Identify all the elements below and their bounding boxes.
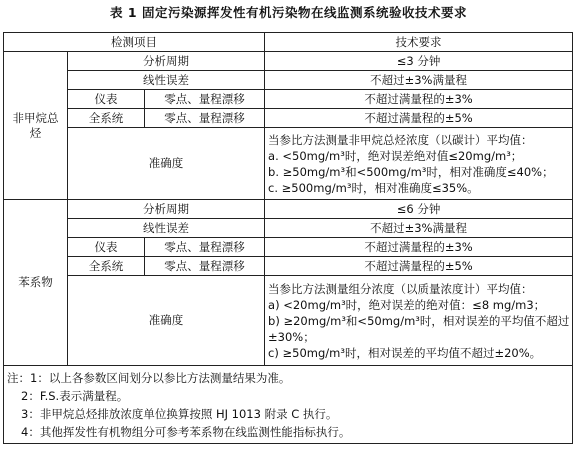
benzene-accuracy-label: 准确度	[68, 276, 265, 366]
table-caption: 表 1 固定污染源挥发性有机污染物在线监测系统验收技术要求	[110, 5, 467, 20]
benzene-system-drift: 零点、量程漂移	[145, 257, 265, 276]
table-row	[4, 238, 573, 257]
benzene-instrument-label: 仪表	[68, 238, 145, 257]
benzene-accuracy-line: a) <20mg/m³时，绝对误差的绝对值：≤8 mg/m3；	[268, 297, 546, 312]
benzene-linear-label: 线性误差	[68, 219, 265, 238]
benzene-instrument-drift: 零点、量程漂移	[145, 238, 265, 257]
benzene-linear-value: 不超过±3%满量程	[265, 219, 573, 238]
nmhc-cycle-value: ≤3 分钟	[265, 52, 573, 71]
benzene-system-label: 全系统	[68, 257, 145, 276]
table-row	[4, 219, 573, 238]
notes-cell	[4, 366, 573, 444]
notes-row	[4, 366, 573, 444]
table-row	[4, 200, 573, 219]
nmhc-instrument-value: 不超过满量程的±3%	[265, 90, 573, 109]
group-benzene: 苯系物	[4, 200, 68, 366]
group-nmhc: 非甲烷总烃	[4, 52, 68, 200]
nmhc-system-label: 全系统	[68, 109, 145, 128]
note-line: 3：非甲烷总烃排放浓度单位换算按照 HJ 1013 附录 C 执行。	[21, 406, 338, 421]
nmhc-linear-label: 线性误差	[68, 71, 265, 90]
header-row	[4, 33, 573, 52]
nmhc-accuracy-line: b. ≥50mg/m³和<500mg/m³时，相对准确度≤40%；	[268, 164, 554, 179]
note-line: 4：其他挥发性有机物组分可参考苯系物在线监测性能指标执行。	[21, 424, 351, 439]
table-row	[4, 276, 573, 366]
benzene-accuracy-line: c) ≥50mg/m³时，相对误差的平均值不超过±20%。	[268, 345, 542, 360]
benzene-system-value: 不超过满量程的±5%	[265, 257, 573, 276]
benzene-instrument-value: 不超过满量程的±3%	[265, 238, 573, 257]
nmhc-system-drift: 零点、量程漂移	[145, 109, 265, 128]
nmhc-system-value: 不超过满量程的±5%	[265, 109, 573, 128]
nmhc-instrument-label: 仪表	[68, 90, 145, 109]
table-row	[4, 109, 573, 128]
benzene-accuracy-text	[265, 276, 573, 366]
nmhc-cycle-label: 分析周期	[68, 52, 265, 71]
benzene-cycle-value: ≤6 分钟	[265, 200, 573, 219]
note-line: 2：F.S.表示满量程。	[21, 388, 129, 403]
table-row	[4, 71, 573, 90]
nmhc-accuracy-line: a. <50mg/m³时，绝对误差绝对值≤20mg/m³；	[268, 148, 523, 163]
table-row	[4, 257, 573, 276]
table-row	[4, 90, 573, 109]
note-line: 注：1：以上各参数区间划分以参比方法测量结果为准。	[7, 370, 291, 385]
table-row	[4, 128, 573, 200]
nmhc-accuracy-line: 当参比方法测量非甲烷总烃浓度（以碳计）平均值：	[268, 132, 533, 147]
nmhc-accuracy-text	[265, 128, 573, 200]
benzene-accuracy-line: 当参比方法测量组分浓度（以质量浓度计）平均值：	[268, 281, 533, 296]
header-item: 检测项目	[4, 33, 265, 52]
benzene-accuracy-line: b) ≥20mg/m³和<50mg/m³时，相对误差的平均值不超过	[268, 313, 570, 328]
nmhc-linear-value: 不超过±3%满量程	[265, 71, 573, 90]
table-row	[4, 52, 573, 71]
benzene-cycle-label: 分析周期	[68, 200, 265, 219]
header-requirement: 技术要求	[265, 33, 573, 52]
nmhc-instrument-drift: 零点、量程漂移	[145, 90, 265, 109]
nmhc-accuracy-line: c. ≥500mg/m³时，相对准确度≤35%。	[268, 180, 479, 195]
acceptance-requirements-table	[3, 32, 573, 444]
nmhc-accuracy-label: 准确度	[68, 128, 265, 200]
benzene-accuracy-line: ±30%；	[268, 329, 315, 344]
